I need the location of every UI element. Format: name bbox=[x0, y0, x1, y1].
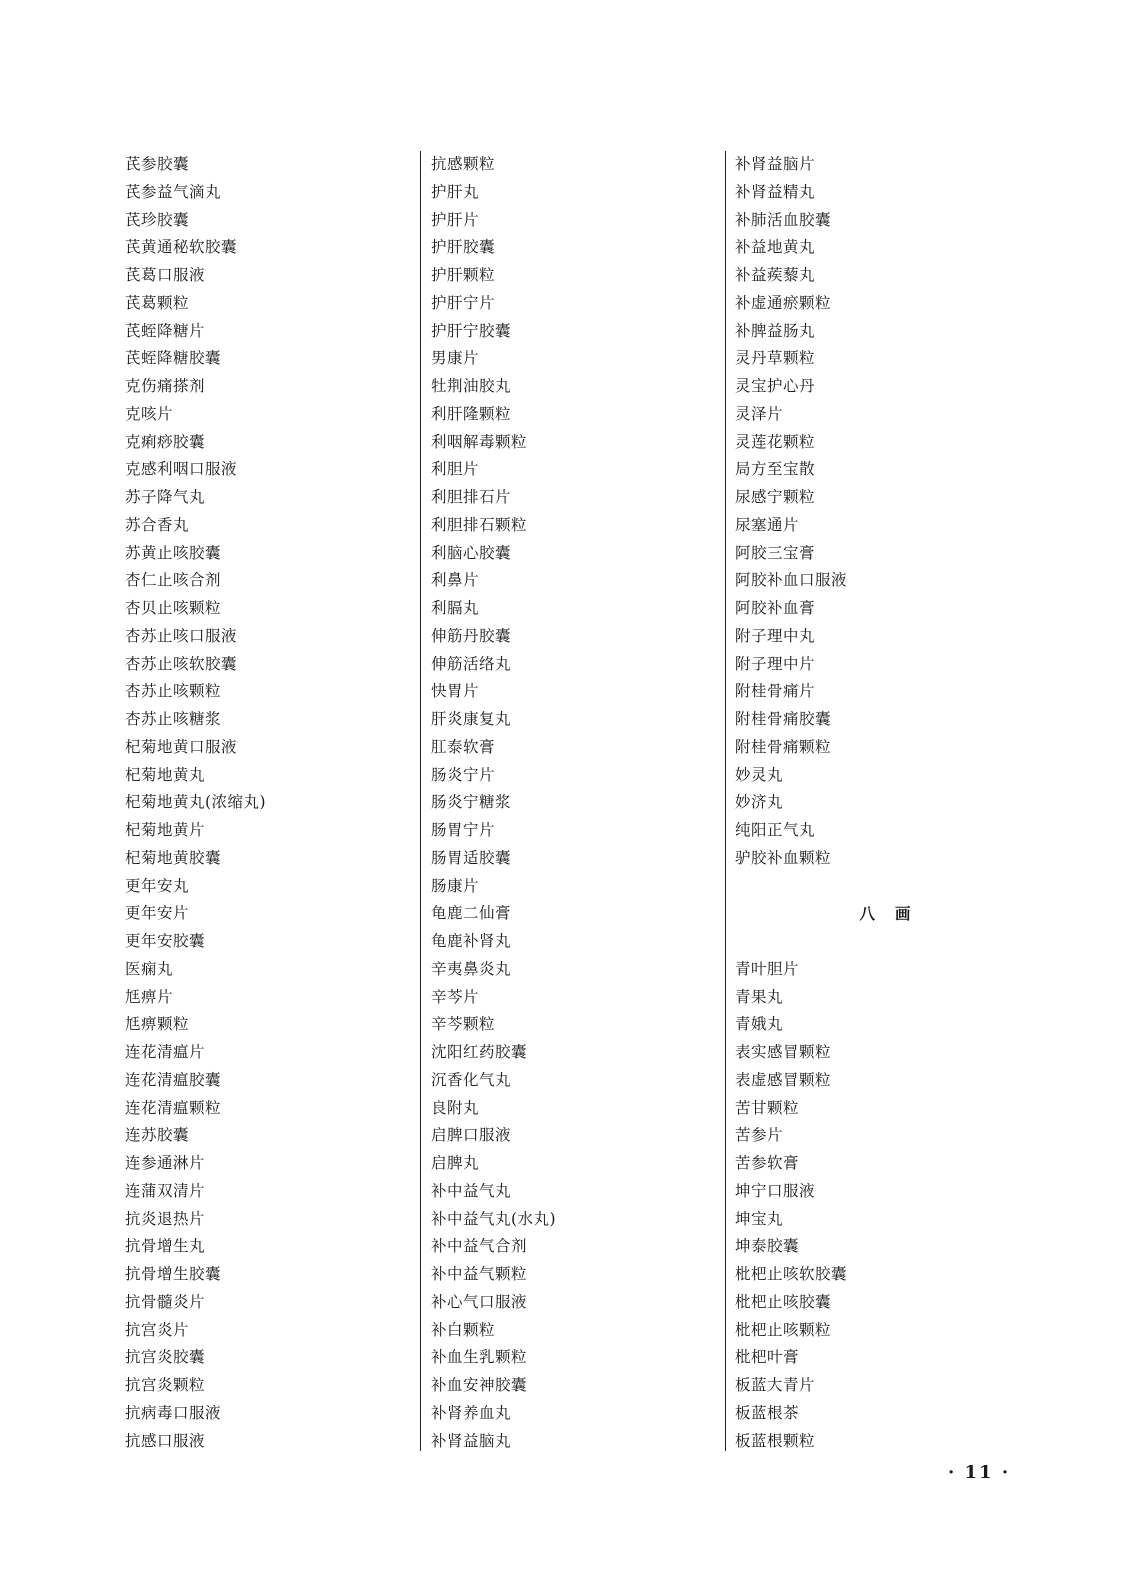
index-entry: 灵宝护心丹 bbox=[735, 377, 816, 395]
index-entry: 连花清瘟颗粒 bbox=[125, 1098, 222, 1117]
index-entry: 杏苏止咳口服液 bbox=[125, 626, 238, 645]
index-entry: 杏苏止咳糖浆 bbox=[125, 710, 222, 728]
index-entry: 杞菊地黄丸(浓缩丸) bbox=[125, 793, 267, 812]
index-entry: 肠炎宁糖浆 bbox=[431, 793, 512, 812]
index-entry: 更年安胶囊 bbox=[125, 932, 206, 950]
index-entry: 护肝胶囊 bbox=[431, 238, 496, 257]
index-entry: 板蓝根茶 bbox=[735, 1403, 800, 1422]
index-entry: 护肝颗粒 bbox=[431, 266, 496, 284]
index-entry: 青果丸 bbox=[735, 987, 784, 1006]
index-entry: 坤宝丸 bbox=[735, 1209, 784, 1228]
index-entry: 连花清瘟胶囊 bbox=[125, 1070, 222, 1089]
index-entry: 附桂骨痛胶囊 bbox=[735, 710, 832, 728]
index-entry: 护肝片 bbox=[431, 210, 480, 229]
index-entry: 利脑心胶囊 bbox=[431, 543, 512, 562]
index-entry: 男康片 bbox=[431, 349, 480, 368]
index-entry: 青叶胆片 bbox=[735, 959, 800, 978]
index-entry: 补中益气颗粒 bbox=[431, 1265, 528, 1283]
index-entry: 局方至宝散 bbox=[735, 460, 816, 479]
index-entry: 灵莲花颗粒 bbox=[735, 432, 816, 451]
index-entry: 肠康片 bbox=[431, 876, 480, 895]
index-entry: 补益蒺藜丸 bbox=[735, 266, 816, 284]
index-entry: 妙济丸 bbox=[735, 793, 784, 812]
index-entry: 利肝隆颗粒 bbox=[431, 404, 512, 423]
index-entry: 枇杷止咳胶囊 bbox=[735, 1292, 832, 1311]
index-entry: 灵泽片 bbox=[735, 404, 784, 423]
index-entry: 驴胶补血颗粒 bbox=[735, 848, 832, 867]
index-entry: 芪参益气滴丸 bbox=[125, 182, 222, 201]
index-entry: 表虚感冒颗粒 bbox=[735, 1070, 832, 1089]
index-entry: 补中益气合剂 bbox=[431, 1237, 528, 1256]
index-entry: 尪痹片 bbox=[125, 987, 174, 1006]
index-entry: 龟鹿二仙膏 bbox=[431, 904, 512, 923]
index-entry: 枇杷叶膏 bbox=[735, 1348, 800, 1367]
index-entry: 肝炎康复丸 bbox=[431, 710, 512, 728]
index-entry: 利膈丸 bbox=[431, 599, 480, 617]
index-entry: 龟鹿补肾丸 bbox=[431, 932, 512, 950]
index-entry: 抗骨增生胶囊 bbox=[125, 1265, 222, 1283]
column-divider-1 bbox=[420, 151, 421, 1451]
index-entry: 补虚通瘀颗粒 bbox=[735, 293, 832, 312]
index-entry: 阿胶三宝膏 bbox=[735, 543, 816, 562]
index-entry: 芪参胶囊 bbox=[125, 155, 190, 173]
index-entry: 补白颗粒 bbox=[431, 1320, 496, 1339]
index-entry: 补血安神胶囊 bbox=[431, 1376, 528, 1394]
column-divider-2 bbox=[725, 151, 726, 1451]
index-entry: 沉香化气丸 bbox=[431, 1070, 512, 1089]
index-entry: 附桂骨痛片 bbox=[735, 682, 816, 701]
index-entry: 补肾益精丸 bbox=[735, 182, 816, 201]
section-spacer bbox=[735, 873, 1035, 901]
index-entry: 利胆片 bbox=[431, 460, 480, 479]
index-entry: 苏子降气丸 bbox=[125, 488, 206, 506]
index-entry: 苦参片 bbox=[735, 1126, 784, 1145]
index-entry: 克咳片 bbox=[125, 404, 174, 423]
index-entry: 良附丸 bbox=[431, 1098, 480, 1117]
index-entry: 附子理中丸 bbox=[735, 626, 816, 645]
index-entry: 连花清瘟片 bbox=[125, 1043, 206, 1061]
index-entry: 抗炎退热片 bbox=[125, 1209, 206, 1228]
index-entry: 杞菊地黄口服液 bbox=[125, 737, 238, 756]
index-entry: 连苏胶囊 bbox=[125, 1126, 190, 1145]
index-entry: 连蒲双清片 bbox=[125, 1181, 206, 1200]
index-entry: 启脾口服液 bbox=[431, 1126, 512, 1145]
index-entry: 芪蛭降糖胶囊 bbox=[125, 349, 222, 368]
index-entry: 补肾养血丸 bbox=[431, 1403, 512, 1422]
index-entry: 补血生乳颗粒 bbox=[431, 1348, 528, 1367]
index-entry: 伸筋丹胶囊 bbox=[431, 626, 512, 645]
index-entry: 纯阳正气丸 bbox=[735, 821, 816, 839]
index-entry: 护肝丸 bbox=[431, 182, 480, 201]
index-entry: 肛泰软膏 bbox=[431, 737, 496, 756]
index-entry: 护肝宁片 bbox=[431, 293, 496, 312]
index-entry: 尪痹颗粒 bbox=[125, 1015, 190, 1034]
index-entry: 抗感口服液 bbox=[125, 1431, 206, 1450]
index-entry: 更年安片 bbox=[125, 904, 190, 923]
index-entry: 杏贝止咳颗粒 bbox=[125, 599, 222, 617]
index-entry: 伸筋活络丸 bbox=[431, 654, 512, 673]
index-entry: 杞菊地黄丸 bbox=[125, 765, 206, 784]
index-entry: 牡荆油胶丸 bbox=[431, 377, 512, 395]
index-column-2 bbox=[431, 151, 721, 1451]
index-entry: 坤泰胶囊 bbox=[735, 1237, 800, 1256]
index-entry: 芪葛口服液 bbox=[125, 266, 206, 284]
index-entry: 补肾益脑丸 bbox=[431, 1431, 512, 1450]
index-entry: 抗病毒口服液 bbox=[125, 1403, 222, 1422]
index-entry: 附桂骨痛颗粒 bbox=[735, 737, 832, 756]
index-entry: 补益地黄丸 bbox=[735, 238, 816, 257]
index-entry: 板蓝根颗粒 bbox=[735, 1431, 816, 1450]
index-entry: 补脾益肠丸 bbox=[735, 321, 816, 340]
index-entry: 抗宫炎颗粒 bbox=[125, 1376, 206, 1394]
index-entry: 护肝宁胶囊 bbox=[431, 321, 512, 340]
index-entry: 尿塞通片 bbox=[735, 515, 800, 534]
index-entry: 利咽解毒颗粒 bbox=[431, 432, 528, 451]
index-entry: 苏黄止咳胶囊 bbox=[125, 543, 222, 562]
index-entry: 苏合香丸 bbox=[125, 515, 190, 534]
index-entry: 杏苏止咳软胶囊 bbox=[125, 654, 238, 673]
index-column-1 bbox=[125, 151, 415, 1451]
index-entry: 医痫丸 bbox=[125, 959, 174, 978]
section-spacer bbox=[735, 928, 1035, 956]
index-entry: 补肾益脑片 bbox=[735, 155, 816, 173]
index-entry: 抗骨增生丸 bbox=[125, 1237, 206, 1256]
index-entry: 抗宫炎片 bbox=[125, 1320, 190, 1339]
index-entry: 杏仁止咳合剂 bbox=[125, 571, 222, 590]
index-entry: 辛夷鼻炎丸 bbox=[431, 959, 512, 978]
index-entry: 表实感冒颗粒 bbox=[735, 1043, 832, 1061]
index-entry: 阿胶补血膏 bbox=[735, 599, 816, 617]
index-entry: 板蓝大青片 bbox=[735, 1376, 816, 1394]
index-entry: 芪珍胶囊 bbox=[125, 210, 190, 229]
index-entry: 灵丹草颗粒 bbox=[735, 349, 816, 368]
index-entry: 杞菊地黄胶囊 bbox=[125, 848, 222, 867]
index-entry: 补中益气丸 bbox=[431, 1181, 512, 1200]
index-entry: 枇杷止咳颗粒 bbox=[735, 1320, 832, 1339]
index-entry: 克痢痧胶囊 bbox=[125, 432, 206, 451]
index-entry: 抗骨髓炎片 bbox=[125, 1292, 206, 1311]
index-entry: 芪蛭降糖片 bbox=[125, 321, 206, 340]
index-column-3 bbox=[735, 151, 1035, 1451]
index-entry: 芪黄通秘软胶囊 bbox=[125, 238, 238, 257]
index-entry: 沈阳红药胶囊 bbox=[431, 1043, 528, 1061]
index-entry: 妙灵丸 bbox=[735, 765, 784, 784]
index-entry: 坤宁口服液 bbox=[735, 1181, 816, 1200]
index-entry: 尿感宁颗粒 bbox=[735, 488, 816, 506]
index-entry: 克感利咽口服液 bbox=[125, 460, 238, 479]
index-entry: 阿胶补血口服液 bbox=[735, 571, 848, 590]
index-entry: 青娥丸 bbox=[735, 1015, 784, 1034]
index-entry: 芪葛颗粒 bbox=[125, 293, 190, 312]
index-entry: 利鼻片 bbox=[431, 571, 480, 590]
page-number: · 11 · bbox=[948, 1462, 1011, 1483]
index-entry: 附子理中片 bbox=[735, 654, 816, 673]
index-entry: 克伤痛搽剂 bbox=[125, 377, 206, 395]
index-entry: 肠胃适胶囊 bbox=[431, 848, 512, 867]
index-entry: 杞菊地黄片 bbox=[125, 821, 206, 839]
index-entry: 抗宫炎胶囊 bbox=[125, 1348, 206, 1367]
index-entry: 利胆排石颗粒 bbox=[431, 515, 528, 534]
index-entry: 肠炎宁片 bbox=[431, 765, 496, 784]
index-entry: 抗感颗粒 bbox=[431, 155, 496, 173]
index-entry: 连参通淋片 bbox=[125, 1154, 206, 1172]
index-entry: 肠胃宁片 bbox=[431, 821, 496, 839]
index-entry: 辛芩片 bbox=[431, 987, 480, 1006]
index-entry: 补肺活血胶囊 bbox=[735, 210, 832, 229]
index-entry: 更年安丸 bbox=[125, 876, 190, 895]
index-entry: 辛芩颗粒 bbox=[431, 1015, 496, 1034]
index-entry: 苦甘颗粒 bbox=[735, 1098, 800, 1117]
index-entry: 补心气口服液 bbox=[431, 1292, 528, 1311]
index-entry: 苦参软膏 bbox=[735, 1154, 800, 1172]
index-entry: 利胆排石片 bbox=[431, 488, 512, 506]
index-entry: 启脾丸 bbox=[431, 1154, 480, 1172]
index-entry: 快胃片 bbox=[431, 682, 480, 701]
index-entry: 补中益气丸(水丸) bbox=[431, 1209, 557, 1228]
index-entry: 枇杷止咳软胶囊 bbox=[735, 1265, 848, 1283]
section-heading: 八画 bbox=[859, 904, 931, 924]
index-entry: 杏苏止咳颗粒 bbox=[125, 682, 222, 701]
